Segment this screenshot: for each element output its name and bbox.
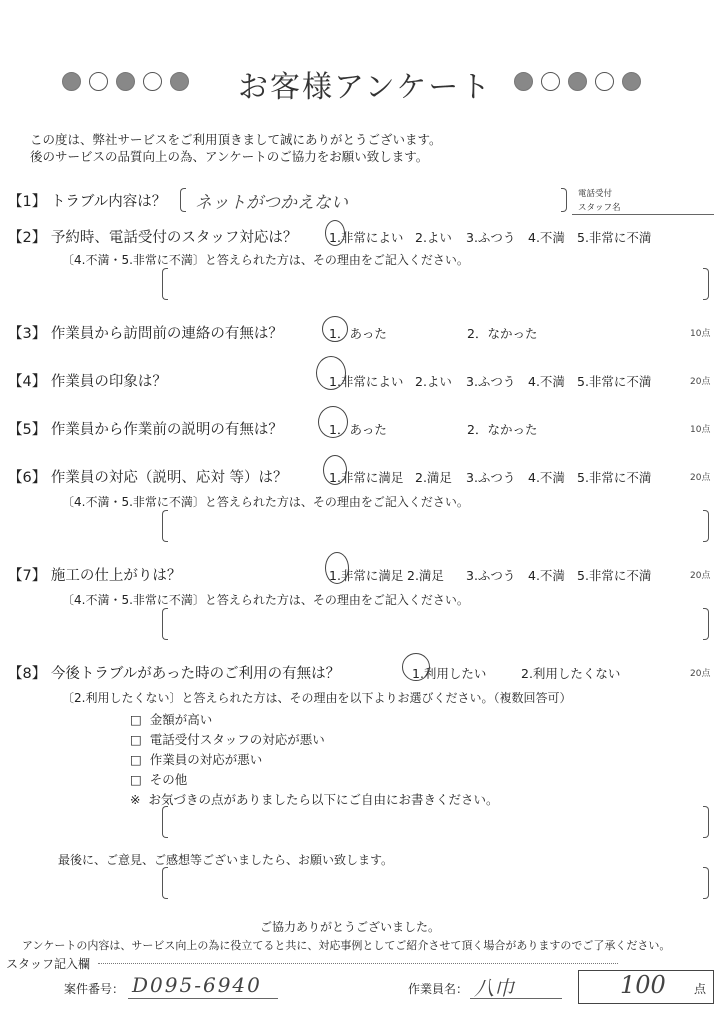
score-value[interactable]: 100 (620, 971, 666, 999)
worker-name-line (470, 998, 562, 999)
worker-name-label: 作業員名： (408, 982, 469, 996)
q5-option-1[interactable]: 1．あった (329, 422, 387, 437)
free-note-text: お気づきの点がありましたら以下にご自由にお書きください。 (148, 792, 499, 807)
q5-option-2[interactable]: 2．なかった (467, 422, 538, 437)
q4-option-2[interactable]: 2.よい (415, 374, 452, 389)
page-title: お客様アンケート (238, 70, 493, 105)
q6-note: 〔4.不満・5.非常に不満〕と答えられた方は、その理由をご記入ください。 (62, 495, 469, 509)
q8-selected-circle (402, 653, 430, 681)
q3-option-2[interactable]: 2．なかった (467, 326, 538, 341)
checkbox-icon[interactable]: □ (130, 732, 142, 747)
q6-option-2[interactable]: 2.満足 (415, 470, 452, 485)
q6-selected-circle (323, 455, 347, 485)
q8-label: 【8】 今後トラブルがあった時のご利用の有無は？ (8, 666, 341, 682)
q6-option-4[interactable]: 4.不満 (528, 470, 565, 485)
q7-option-4[interactable]: 4.不満 (528, 568, 565, 583)
dot-icon (595, 72, 614, 91)
case-number-label: 案件番号： (64, 982, 125, 996)
q7-option-5[interactable]: 5.非常に不満 (577, 568, 652, 583)
dot-icon (170, 72, 189, 91)
q7-label: 【7】 施工の仕上がりは？ (8, 568, 182, 584)
q3-points: 10点 (690, 329, 711, 339)
left-dots (62, 72, 189, 91)
closing-box-left (162, 867, 168, 899)
staff-line (572, 214, 714, 215)
checkbox-icon[interactable]: □ (130, 712, 142, 727)
intro-line-2: 後のサービスの品質向上の為、アンケートのご協力をお願い致します。 (30, 149, 429, 164)
q2-option-2[interactable]: 2.よい (415, 230, 452, 245)
free-note (130, 790, 498, 808)
closing-box-right (703, 867, 709, 899)
q2-option-3[interactable]: 3.ふつう (466, 230, 516, 245)
staff-section-label: スタッフ記入欄 (6, 957, 91, 971)
score-unit: 点 (694, 982, 707, 996)
right-dots (514, 72, 641, 91)
q6-option-5[interactable]: 5.非常に不満 (577, 470, 652, 485)
q4-label: 【4】 作業員の印象は？ (8, 374, 167, 390)
check-label: 金額が高い (149, 712, 213, 727)
dot-icon (116, 72, 135, 91)
q2-label: 【2】 予約時、電話受付のスタッフ対応は？ (8, 230, 298, 246)
q1-label: 【1】 トラブル内容は？ (8, 194, 167, 210)
dot-icon (568, 72, 587, 91)
q3-selected-circle (322, 316, 348, 342)
q4-option-3[interactable]: 3.ふつう (466, 374, 516, 389)
q8-option-2[interactable]: 2.利用したくない (521, 666, 621, 681)
q7-points: 20点 (690, 571, 711, 581)
check-label: その他 (149, 772, 188, 787)
check-item-other[interactable] (130, 770, 187, 788)
checkbox-icon[interactable]: □ (130, 752, 142, 767)
worker-name-value[interactable]: 八巾 (474, 976, 514, 1000)
q3-label: 【3】 作業員から訪問前の連絡の有無は？ (8, 326, 283, 342)
q6-points: 20点 (690, 473, 711, 483)
notice-text: アンケートの内容は、サービス向上の為に役立てると共に、対応事例としてご紹介させて頂く場合がありますのでご了承ください。 (22, 939, 671, 952)
q8-option-1[interactable]: 1.利用したい (412, 666, 487, 681)
q8-box-left (162, 806, 168, 838)
dot-icon (541, 72, 560, 91)
q1-bracket-right (561, 188, 567, 212)
q2-option-5[interactable]: 5.非常に不満 (577, 230, 652, 245)
intro-line-1: この度は、弊社サービスをご利用頂きまして誠にありがとうございます。 (30, 132, 442, 147)
q2-box-right (703, 268, 709, 300)
q8-box-right (703, 806, 709, 838)
q2-note: 〔4.不満・5.非常に不満〕と答えられた方は、その理由をご記入ください。 (62, 253, 469, 267)
q2-selected-circle (325, 220, 345, 246)
q2-option-1[interactable]: 1.非常によい (329, 230, 404, 245)
q5-points: 10点 (690, 425, 711, 435)
staff-name-label: スタッフ名 (578, 203, 621, 213)
q5-selected-circle (318, 406, 348, 438)
q8-note: 〔2.利用したくない〕と答えられた方は、その理由を以下よりお選びください。（複数回答可） (62, 691, 572, 705)
q5-label: 【5】 作業員から作業前の説明の有無は？ (8, 422, 283, 438)
dot-icon (89, 72, 108, 91)
case-number-value[interactable]: D095-6940 (132, 973, 262, 997)
case-number-line (128, 998, 278, 999)
q4-points: 20点 (690, 377, 711, 387)
q6-box-right (703, 510, 709, 542)
closing-request: 最後に、ご意見、ご感想等ございましたら、お願い致します。 (58, 853, 394, 867)
check-item-phone-staff[interactable] (130, 730, 325, 748)
q6-option-1[interactable]: 1.非常に満足 (329, 470, 404, 485)
check-item-worker[interactable] (130, 750, 262, 768)
q7-option-3[interactable]: 3.ふつう (466, 568, 516, 583)
check-item-price[interactable] (130, 710, 212, 728)
q4-option-1[interactable]: 1.非常によい (329, 374, 404, 389)
q2-option-4[interactable]: 4.不満 (528, 230, 565, 245)
q7-box-left (162, 608, 168, 640)
dot-icon (62, 72, 81, 91)
check-label: 電話受付スタッフの対応が悪い (149, 732, 325, 747)
q6-box-left (162, 510, 168, 542)
q7-selected-circle (325, 552, 349, 584)
q2-box-left (162, 268, 168, 300)
q3-option-1[interactable]: 1．あった (329, 326, 387, 341)
note-mark: ※ (130, 792, 141, 807)
checkbox-icon[interactable]: □ (130, 772, 142, 787)
check-label: 作業員の対応が悪い (149, 752, 263, 767)
q7-note: 〔4.不満・5.非常に不満〕と答えられた方は、その理由をご記入ください。 (62, 593, 469, 607)
q7-option-2[interactable]: 2.満足 (407, 568, 444, 583)
q6-option-3[interactable]: 3.ふつう (466, 470, 516, 485)
phone-staff-label: 電話受付 (578, 189, 613, 199)
staff-divider (98, 963, 618, 964)
q8-points: 20点 (690, 669, 711, 679)
dot-icon (143, 72, 162, 91)
q7-box-right (703, 608, 709, 640)
dot-icon (514, 72, 533, 91)
q4-option-5[interactable]: 5.非常に不満 (577, 374, 652, 389)
dot-icon (622, 72, 641, 91)
q6-label: 【6】 作業員の対応（説明、応対 等）は？ (8, 470, 288, 486)
q4-selected-circle (316, 356, 346, 390)
q1-bracket-left (180, 188, 186, 212)
q4-option-4[interactable]: 4.不満 (528, 374, 565, 389)
q1-answer[interactable]: ネットがつかえない (195, 193, 348, 213)
q7-option-1[interactable]: 1.非常に満足 (329, 568, 404, 583)
thanks-text: ご協力ありがとうございました。 (260, 920, 441, 934)
